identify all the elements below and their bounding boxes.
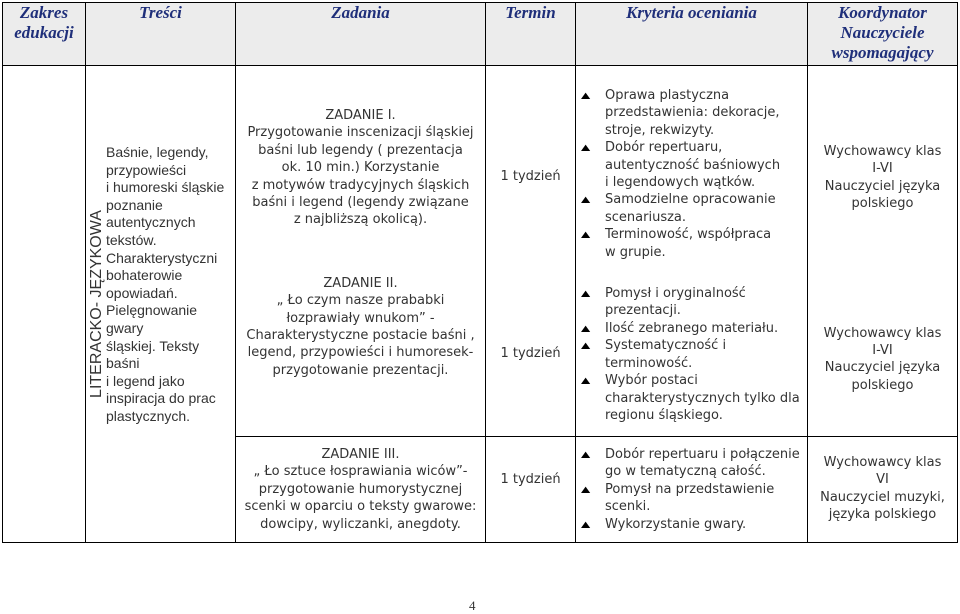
criteria-text xyxy=(605,446,807,481)
header-criteria: Kryteria oceniania xyxy=(576,3,808,66)
coordinator-line: Wychowawcy klas xyxy=(823,144,942,159)
criteria-item xyxy=(581,285,807,320)
criteria-line: Wybór postaci xyxy=(605,373,698,389)
criteria-line: scenki. xyxy=(605,499,651,515)
criteria-line: go w tematyczną całość. xyxy=(605,464,766,480)
bullet-icon: ▲ xyxy=(581,483,591,494)
criteria-3 xyxy=(576,437,807,533)
task-line: „ Ło czym nasze prababki xyxy=(276,293,445,309)
criteria-item xyxy=(581,446,807,481)
criteria-item xyxy=(581,481,807,516)
content-line: opowiadań. xyxy=(106,284,178,301)
criteria-line: charakterystycznych tylko dla xyxy=(605,390,800,406)
coordinator-line: I-VI xyxy=(872,161,893,177)
criteria-line: i legendowych wątków. xyxy=(605,175,756,191)
criteria-item xyxy=(581,87,807,139)
criteria-cell xyxy=(576,66,808,437)
content-line: Charakterystyczni xyxy=(106,249,218,266)
criteria-line: terminowość. xyxy=(605,355,693,371)
task-line: przygotowanie humorystycznej xyxy=(258,481,463,497)
bullet-icon: ▲ xyxy=(581,340,591,351)
task-3-title: ZADANIE III. xyxy=(321,447,400,462)
task-line: „ Ło sztuce łosprawiania wiców”- xyxy=(253,464,468,480)
criteria-line: Samodzielne opracowanie xyxy=(605,192,776,208)
criteria-line: Wykorzystanie gwary. xyxy=(605,516,747,532)
task-1-title: ZADANIE I. xyxy=(325,108,396,123)
criteria-line: przedstawienia: dekoracje, xyxy=(605,105,780,121)
criteria-line: Terminowość, współpraca xyxy=(605,227,772,243)
task-2-description xyxy=(240,292,481,379)
task-line: z motywów tradycyjnych śląskich xyxy=(251,177,470,193)
task-line: łozprawiały wnukom” - xyxy=(286,310,435,326)
coordinator-line: polskiego xyxy=(851,377,914,393)
bullet-icon: ▲ xyxy=(581,375,591,385)
criteria-item xyxy=(581,226,807,261)
bullet-icon: ▲ xyxy=(581,322,591,333)
task-line: dowcipy, wyliczanki, anegdoty. xyxy=(260,516,461,532)
criteria-text xyxy=(605,337,807,372)
task-line: z najbliższą okolicą). xyxy=(293,212,428,228)
header-row xyxy=(3,3,958,66)
tasks-cell xyxy=(236,66,486,437)
coordinator-line: Wychowawcy klas xyxy=(823,455,942,470)
bullet-icon: ▲ xyxy=(581,288,591,298)
header-coordinator: Koordynator Nauczyciele wspomagający xyxy=(808,3,958,66)
criteria-2 xyxy=(576,261,807,424)
criteria-text xyxy=(605,320,807,337)
term-cell xyxy=(486,66,576,437)
task-line: przygotowanie prezentacji. xyxy=(272,362,449,378)
criteria-item xyxy=(581,139,807,191)
criteria-text xyxy=(605,226,807,261)
criteria-item xyxy=(581,337,807,372)
page-number: 4 xyxy=(469,598,476,613)
task-2-title: ZADANIE II. xyxy=(323,275,398,291)
header-area: Zakres edukacji xyxy=(3,3,86,66)
task-line: ok. 10 min.) Korzystanie xyxy=(281,160,440,176)
coordinator-line: języka polskiego xyxy=(828,507,937,523)
criteria-item xyxy=(581,191,807,226)
task-3-description xyxy=(240,463,481,533)
content-line: przypowieści xyxy=(106,161,187,178)
coordinator-line: VI xyxy=(876,472,889,488)
coordinator-cell xyxy=(808,66,958,437)
criteria-item xyxy=(581,372,807,424)
criteria-text xyxy=(605,191,807,226)
area-label: LITERACKO- JĘZYKOWA xyxy=(87,210,105,398)
term-1: 1 tydzień xyxy=(500,169,561,184)
criteria-text xyxy=(605,516,807,533)
task-line: baśni lub legendy ( prezentacja xyxy=(258,142,463,158)
coordinator-1 xyxy=(808,66,957,213)
criteria-line: Dobór repertuaru, xyxy=(605,140,723,156)
coordinator-line: Wychowawcy klas xyxy=(823,325,942,341)
content-line: tekstów. xyxy=(106,231,157,248)
criteria-text xyxy=(605,481,807,516)
content-line: Pielęgnowanie gwary xyxy=(106,302,198,336)
header-content: Treści xyxy=(86,3,236,66)
criteria-cell-3 xyxy=(576,437,808,543)
bullet-icon: ▲ xyxy=(581,229,591,240)
criteria-line: scenariusza. xyxy=(605,209,687,225)
bullet-icon: ▲ xyxy=(581,142,591,153)
bullet-icon: ▲ xyxy=(581,449,591,459)
criteria-line: Dobór repertuaru i połączenie xyxy=(605,447,800,462)
term-cell-3 xyxy=(486,437,576,543)
task-1-description xyxy=(240,124,481,228)
criteria-1-list xyxy=(576,87,807,261)
criteria-line: Oprawa plastyczna xyxy=(605,88,730,103)
bullet-icon: ▲ xyxy=(581,194,591,205)
content-line: i legend jako xyxy=(106,372,185,389)
criteria-text xyxy=(605,139,807,191)
criteria-2-list xyxy=(576,285,807,424)
task-1 xyxy=(236,66,485,229)
content-line: i humoreski śląskie xyxy=(106,179,225,196)
coordinator-line: Nauczyciel muzyki, xyxy=(820,489,945,505)
criteria-text xyxy=(605,372,807,424)
task-line: legend, przypowieści i humoresek- xyxy=(247,345,474,361)
task-line: Charakterystyczne postacie baśni , xyxy=(246,328,475,344)
coordinator-cell-3 xyxy=(808,437,958,543)
criteria-line: Pomysł na przedstawienie xyxy=(605,481,775,497)
bullet-icon: ▲ xyxy=(581,518,591,529)
header-tasks: Zadania xyxy=(236,3,486,66)
criteria-text xyxy=(605,285,807,320)
task-2 xyxy=(236,229,485,379)
criteria-line: Systematyczność i xyxy=(605,338,727,354)
content-line: śląskiej. Teksty baśni xyxy=(106,337,200,372)
content-line: plastycznych. xyxy=(106,407,191,424)
content-line: inspiracja do prac xyxy=(106,390,216,407)
criteria-item xyxy=(581,320,807,337)
criteria-line: w grupie. xyxy=(605,244,666,260)
task-line: scenki w oparciu o teksty gwarowe: xyxy=(244,499,477,515)
content-line: autentycznych xyxy=(106,214,196,231)
task-line: baśni i legend (legendy związane xyxy=(252,195,469,211)
content-text xyxy=(86,66,235,426)
tasks-cell-3 xyxy=(236,437,486,543)
content-line: bohaterowie xyxy=(106,267,183,284)
term-3: 1 tydzień xyxy=(500,472,561,487)
content-line: poznanie xyxy=(106,196,163,213)
criteria-1 xyxy=(576,66,807,261)
coordinator-line: polskiego xyxy=(851,196,914,212)
task-3 xyxy=(236,437,485,533)
coordinator-line: Nauczyciel języka xyxy=(824,178,941,194)
coordinator-line: Nauczyciel języka xyxy=(824,360,941,376)
criteria-line: regionu śląskiego. xyxy=(605,407,723,423)
header-term: Termin xyxy=(486,3,576,66)
criteria-line: autentyczność baśniowych xyxy=(605,157,781,173)
criteria-line: Pomysł i oryginalność xyxy=(605,286,746,302)
criteria-line: Ilość zebranego materiału. xyxy=(605,320,779,336)
content-line: Baśnie, legendy, xyxy=(106,144,209,160)
table-row xyxy=(3,66,958,437)
bullet-icon: ▲ xyxy=(581,90,591,100)
criteria-text xyxy=(605,87,807,139)
criteria-item xyxy=(581,516,807,533)
content-cell xyxy=(86,66,236,543)
term-2: 1 tydzień xyxy=(500,346,561,361)
criteria-line: prezentacji. xyxy=(605,303,681,319)
coordinator-line: I-VI xyxy=(872,343,893,359)
area-cell xyxy=(3,66,105,543)
education-plan-table xyxy=(2,2,958,543)
coordinator-2 xyxy=(808,213,957,395)
criteria-line: stroje, rekwizyty. xyxy=(605,122,715,138)
task-line: Przygotowanie inscenizacji śląskiej xyxy=(247,125,474,141)
criteria-3-list xyxy=(576,446,807,533)
coordinator-3 xyxy=(808,437,957,524)
